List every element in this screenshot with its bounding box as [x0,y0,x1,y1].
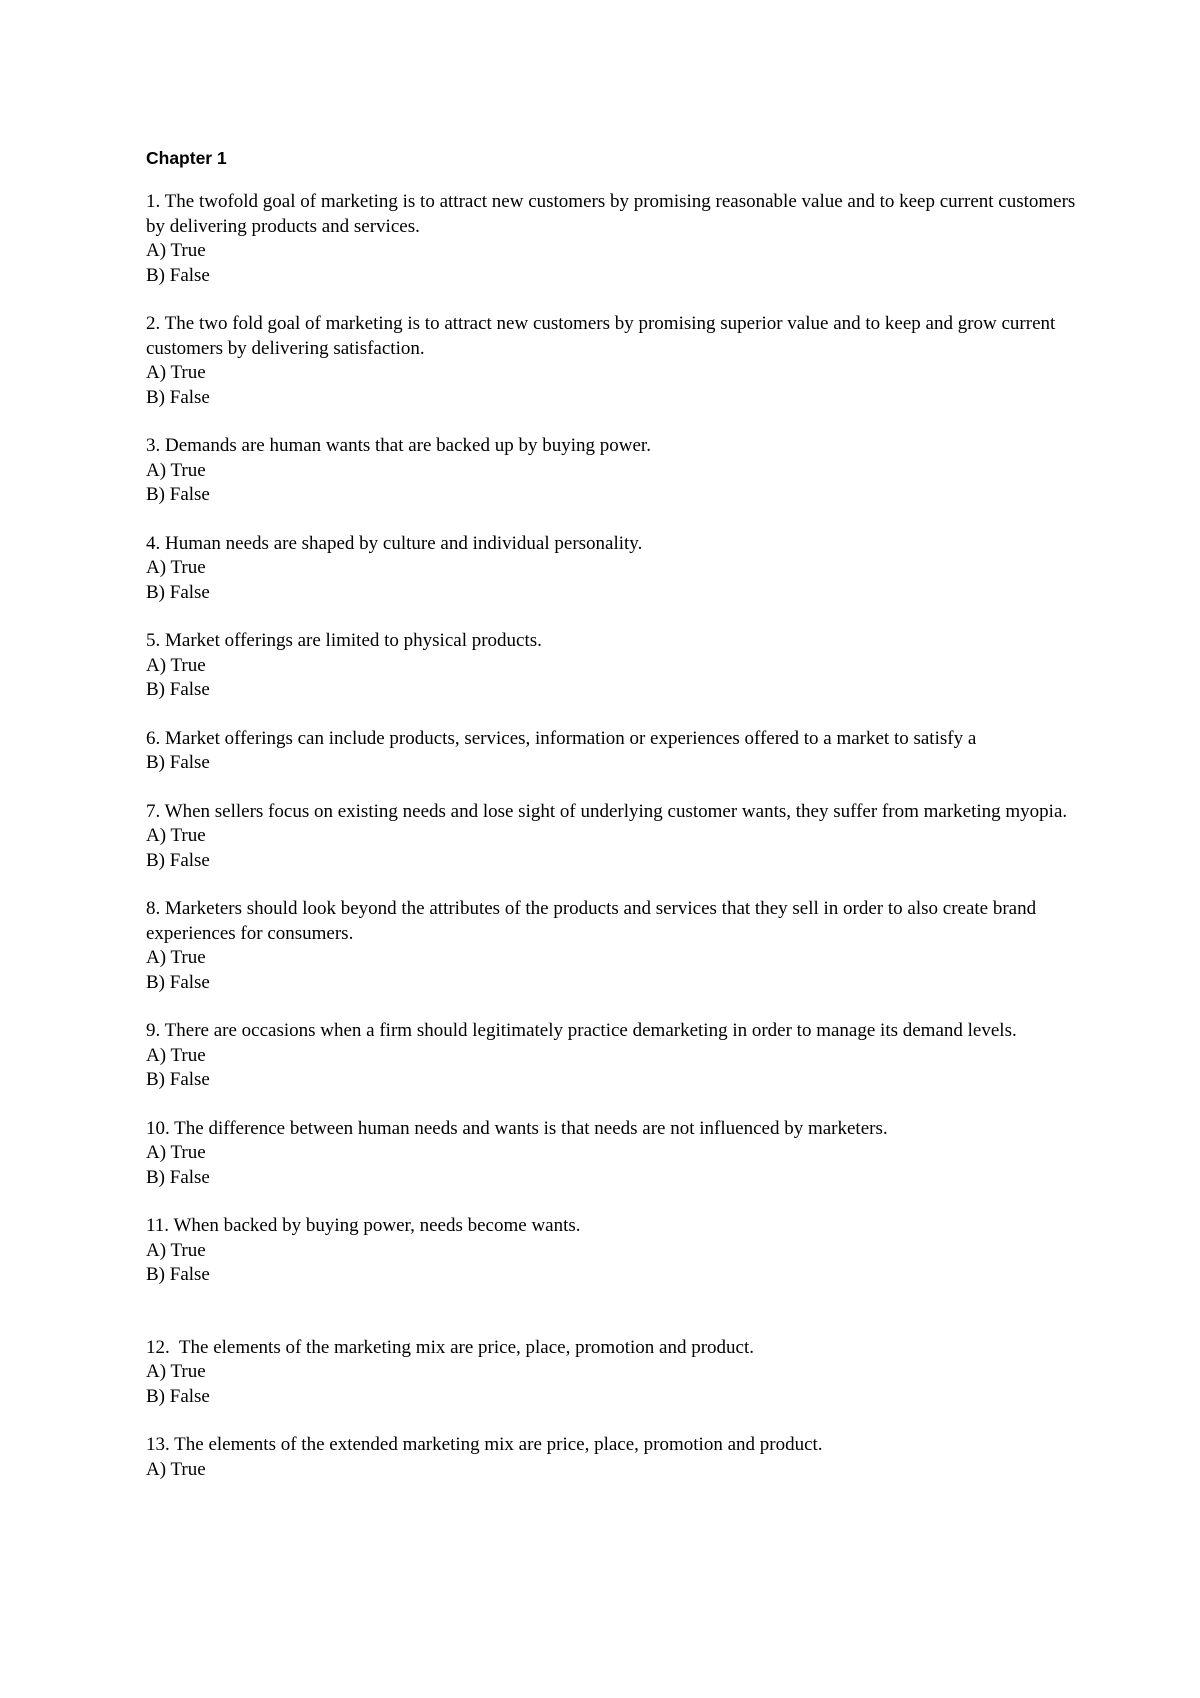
question-text: 1. The twofold goal of marketing is to attract new customers by promising reasonable value and to keep current customers by delivering products and services. [146,191,1076,237]
option-b: B) False [146,264,210,286]
question-text: 4. Human needs are shaped by culture and individual personality. [146,532,643,554]
option-b: B) False [146,1069,210,1090]
question-4 [146,532,1076,606]
question-text: 8. Marketers should look beyond the attributes of the products and services that they sell in order to also create brand experiences for consumers. [146,898,1037,944]
option-b: B) False [146,1264,210,1285]
chapter-title: Chapter 1 [146,148,227,168]
question-5 [146,629,1076,703]
option-a: A) True [146,1142,206,1163]
question-text: 9. There are occasions when a firm should legitimately practice demarketing in order to manage its demand levels. [146,1020,1017,1041]
question-11 [146,1214,1076,1288]
option-a: A) True [146,825,206,846]
option-a: A) True [146,459,206,481]
question-text: 2. The two fold goal of marketing is to attract new customers by promising superior value and to keep and grow current customers by delivering satisfaction. [146,313,1056,359]
question-text: 5. Market offerings are limited to physical products. [146,630,542,651]
question-text: 3. Demands are human wants that are backed up by buying power. [146,435,651,456]
option-b: B) False [146,581,210,603]
option-b: B) False [146,971,210,993]
question-text: 10. The difference between human needs and wants is that needs are not influenced by marketers. [146,1117,888,1139]
question-6 [146,727,1076,776]
option-a: A) True [146,240,206,261]
option-b: B) False [146,1385,210,1407]
option-a: A) True [146,1361,206,1382]
question-text: 6. Market offerings can include products, services, information or experiences offered to a market to satisfy a [146,727,977,749]
question-10 [146,1117,1076,1191]
option-b: B) False [146,484,210,505]
question-13 [146,1433,1076,1482]
question-2 [146,312,1076,410]
option-a: A) True [146,1458,206,1480]
option-a: A) True [146,362,206,383]
question-text: 12. The elements of the marketing mix are price, place, promotion and product. [146,1336,754,1358]
option-a: A) True [146,654,206,676]
option-a: A) True [146,947,206,968]
option-a: A) True [146,557,206,578]
document-page [146,146,1076,1506]
question-8 [146,897,1076,995]
option-b: B) False [146,752,210,773]
option-a: A) True [146,1239,206,1261]
option-b: B) False [146,849,210,871]
option-b: B) False [146,1166,210,1188]
question-3 [146,434,1076,508]
question-text: 7. When sellers focus on existing needs and lose sight of underlying customer wants, they suffer from marketing myopia. [146,800,1068,822]
question-text: 11. When backed by buying power, needs become wants. [146,1215,581,1236]
question-12 [146,1336,1076,1410]
option-b: B) False [146,386,210,408]
option-b: B) False [146,679,210,700]
question-text: 13. The elements of the extended marketing mix are price, place, promotion and product. [146,1434,823,1455]
question-1 [146,190,1076,288]
question-7 [146,800,1076,874]
option-a: A) True [146,1044,206,1066]
question-9 [146,1019,1076,1093]
